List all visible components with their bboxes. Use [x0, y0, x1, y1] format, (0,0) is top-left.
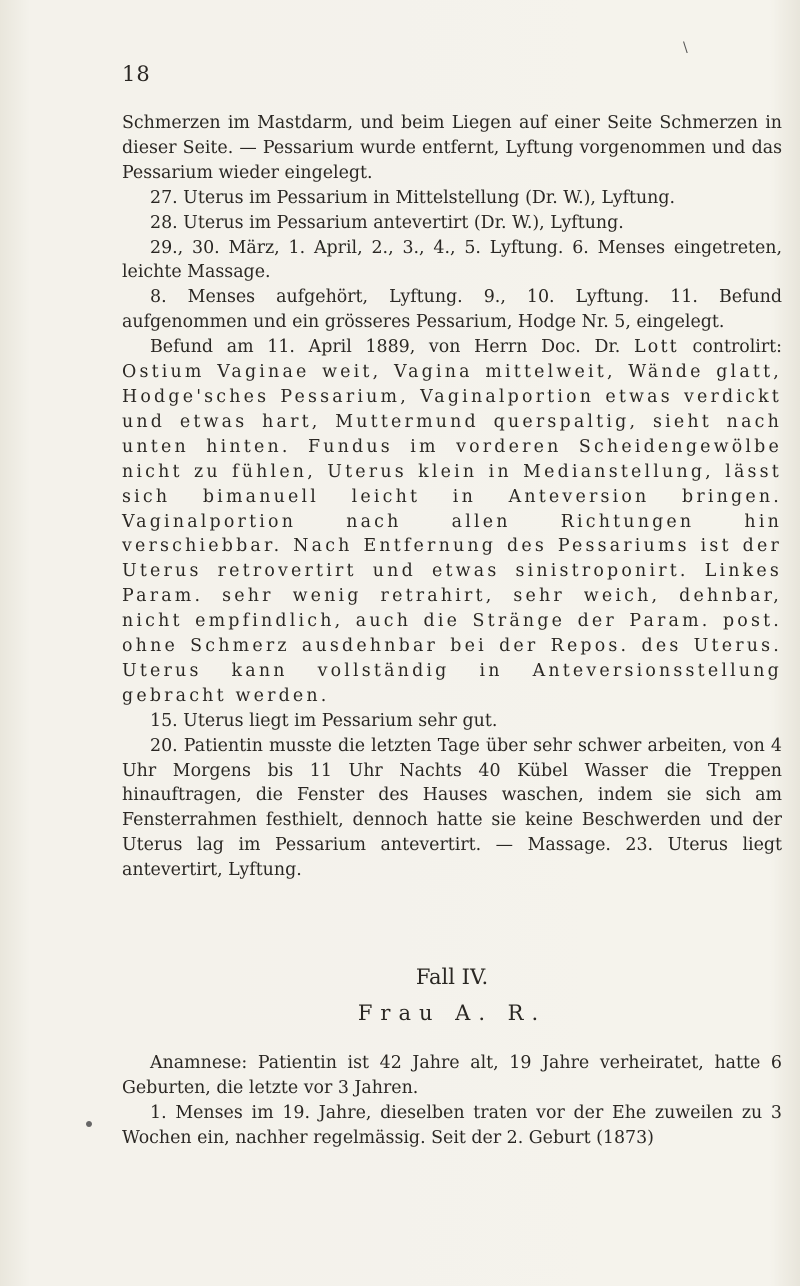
- paragraph-7: 15. Uterus liegt im Pessarium sehr gut.: [150, 710, 498, 731]
- anamnese-paragraph-2: 1. Menses im 19. Jahre, dieselben traten vor der Ehe zuweilen zu 3 Wochen ein, nachher regelmässig. Seit der 2. Geburt (1873): [122, 1102, 782, 1148]
- findings-controlled: controlirt:: [692, 337, 783, 358]
- paragraph-2: 27. Uterus im Pessarium in Mittelstellung (Dr. W.), Lyftung.: [150, 187, 676, 208]
- paragraph-findings: [122, 335, 782, 709]
- paragraph-3: 28. Uterus im Pessarium antevertirt (Dr. W.), Lyftung.: [150, 212, 624, 233]
- doctor-name: Lott: [634, 337, 679, 358]
- paragraph-1: Schmerzen im Mastdarm, und beim Liegen auf einer Seite Schmerzen in dieser Seite. — Pessarium wurde entfernt, Lyftung vorgenommen und das Pessarium wieder eingelegt.: [122, 113, 782, 183]
- page-number: 18: [122, 62, 151, 86]
- paragraph-4: 29., 30. März, 1. April, 2., 3., 4., 5. Lyftung. 6. Menses eingetreten, leichte Massage.: [122, 237, 782, 283]
- paragraph-8: 20. Patientin musste die letzten Tage über sehr schwer arbeiten, von 4 Uhr Morgens bis 11 Uhr Nachts 40 Kübel Wasser die Treppen hinauftragen, die Fenster des Hauses waschen, indem sie sich am Fensterrahmen festhielt, dennoch hatte sie keine Beschwerden und der Uterus lag im Pessarium antevertirt. — Massage. 23. Uterus liegt antevertirt, Lyftung.: [122, 735, 782, 881]
- paragraph-5: 8. Menses aufgehört, Lyftung. 9., 10. Lyftung. 11. Befund aufgenommen und ein grösseres Pessarium, Hodge Nr. 5, eingelegt.: [122, 287, 782, 333]
- main-text: [122, 111, 782, 883]
- findings-intro: Befund am 11. April 1889, von Herrn Doc. Dr.: [150, 337, 621, 358]
- case-title: Fall IV.: [415, 965, 489, 989]
- anamnese-paragraph-1: Anamnese: Patientin ist 42 Jahre alt, 19 Jahre verheiratet, hatte 6 Geburten, die letzte vor 3 Jahren.: [122, 1053, 782, 1098]
- findings-spaced-text: Ostium Vaginae weit, Vagina mittelweit, Wände glatt, Hodge'sches Pessarium, Vaginalportion etwas verdickt und etwas hart, Muttermund querspaltig, sieht nach unten hinten. Fundus im vorderen Scheidengewölbe nicht zu fühlen, Uterus klein in Medianstellung, lässt sich bimanuell leicht in Anteversion bringen. Vaginalportion nach allen Richtungen hin verschiebbar. Nach Entfernung des Pessariums ist der Uterus retrovertirt und etwas sinistroponirt. Linkes Param. sehr wenig retrahirt, sehr weich, dehnbar, nicht empfindlich, auch die Stränge der Param. post. ohne Schmerz ausdehnbar bei der Repos. des Uterus. Uterus kann vollständig in Anteversionsstellung gebracht werden.: [122, 362, 782, 706]
- corner-mark: \: [683, 40, 688, 56]
- ink-speck: [86, 1121, 92, 1127]
- anamnese-section: [122, 1051, 782, 1151]
- case-subtitle: Frau A. R.: [357, 1001, 547, 1025]
